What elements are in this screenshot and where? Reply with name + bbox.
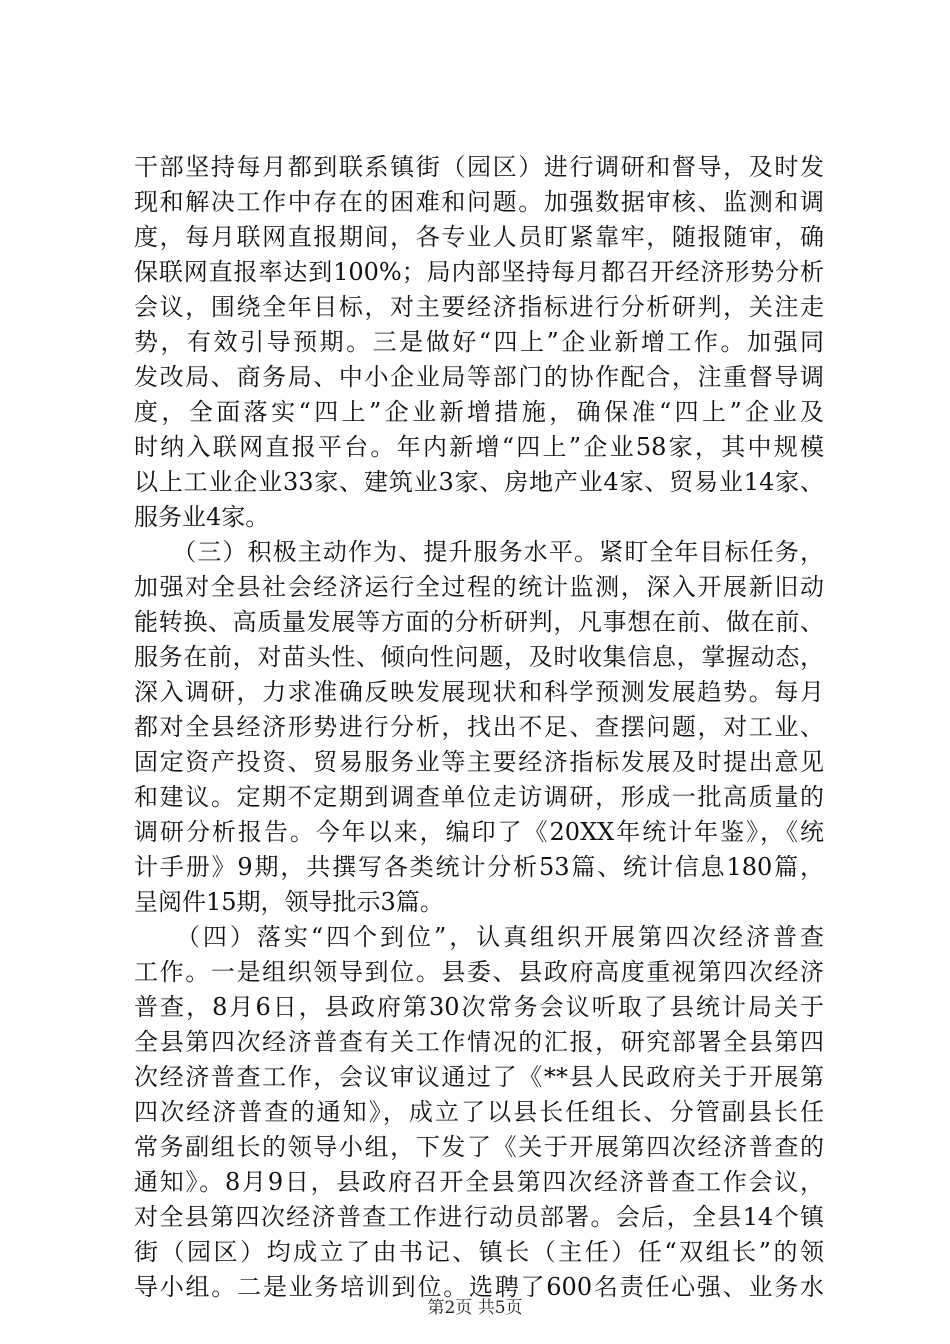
text-line: 深入调研，力求准确反映发展现状和科学预测发展趋势。每月 — [134, 678, 824, 706]
text-line: 计手册》9期，共撰写各类统计分析53篇、统计信息180篇， — [134, 853, 824, 881]
text-line: 势，有效引导预期。三是做好“四上”企业新增工作。加强同 — [134, 328, 824, 356]
text-line: 现和解决工作中存在的困难和问题。加强数据审核、监测和调 — [134, 188, 824, 216]
text-line: 都对全县经济形势进行分析，找出不足、查摆问题，对工业、 — [134, 713, 824, 741]
text-line: 度，每月联网直报期间，各专业人员盯紧靠牢，随报随审，确 — [134, 223, 824, 251]
text-line: 四次经济普查的通知》，成立了以县长任组长、分管副县长任 — [134, 1098, 824, 1126]
text-line: 和建议。定期不定期到调查单位走访调研，形成一批高质量的 — [134, 783, 824, 811]
page-number-label: 第2页 共5页 — [427, 1298, 523, 1318]
text-line: （四）落实“四个到位”，认真组织开展第四次经济普查 — [134, 923, 824, 951]
text-line: 会议，围绕全年目标，对主要经济指标进行分析研判，关注走 — [134, 293, 824, 321]
text-line: 服务在前，对苗头性、倾向性问题，及时收集信息，掌握动态， — [134, 643, 824, 671]
body-text — [134, 150, 824, 1305]
text-line: 全县第四次经济普查有关工作情况的汇报，研究部署全县第四 — [134, 1028, 824, 1056]
text-line: 发改局、商务局、中小企业局等部门的协作配合，注重督导调 — [134, 363, 824, 391]
text-line: 次经济普查工作，会议审议通过了《**县人民政府关于开展第 — [134, 1063, 824, 1091]
text-line: 工作。一是组织领导到位。县委、县政府高度重视第四次经济 — [134, 958, 824, 986]
page-footer — [0, 1297, 950, 1319]
text-line: 调研分析报告。今年以来，编印了《20XX年统计年鉴》，《统 — [134, 818, 824, 846]
text-line: 干部坚持每月都到联系镇街（园区）进行调研和督导，及时发 — [134, 153, 824, 181]
text-line: 服务业4家。 — [134, 503, 270, 531]
text-line: 保联网直报率达到100%；局内部坚持每月都召开经济形势分析 — [134, 258, 824, 286]
text-line: 导小组。二是业务培训到位。选聘了600名责任心强、业务水 — [134, 1273, 824, 1301]
text-line: 加强对全县社会经济运行全过程的统计监测，深入开展新旧动 — [134, 573, 824, 601]
text-line: 时纳入联网直报平台。年内新增“四上”企业58家，其中规模 — [134, 433, 824, 461]
text-line: 呈阅件15期，领导批示3篇。 — [134, 888, 444, 916]
text-line: 对全县第四次经济普查工作进行动员部署。会后，全县14个镇 — [134, 1203, 824, 1231]
text-line: （三）积极主动作为、提升服务水平。紧盯全年目标任务， — [134, 538, 824, 566]
text-line: 街（园区）均成立了由书记、镇长（主任）任“双组长”的领 — [134, 1238, 824, 1266]
text-line: 通知》。8月9日，县政府召开全县第四次经济普查工作会议， — [134, 1168, 824, 1196]
text-line: 以上工业企业33家、建筑业3家、房地产业4家、贸易业14家、 — [134, 468, 824, 496]
text-line: 普查，8月6日，县政府第30次常务会议听取了县统计局关于 — [134, 993, 824, 1021]
text-line: 度，全面落实“四上”企业新增措施，确保准“四上”企业及 — [134, 398, 824, 426]
text-line: 固定资产投资、贸易服务业等主要经济指标发展及时提出意见 — [134, 748, 824, 776]
text-line: 能转换、高质量发展等方面的分析研判，凡事想在前、做在前、 — [134, 608, 824, 636]
text-line: 常务副组长的领导小组，下发了《关于开展第四次经济普查的 — [134, 1133, 824, 1161]
